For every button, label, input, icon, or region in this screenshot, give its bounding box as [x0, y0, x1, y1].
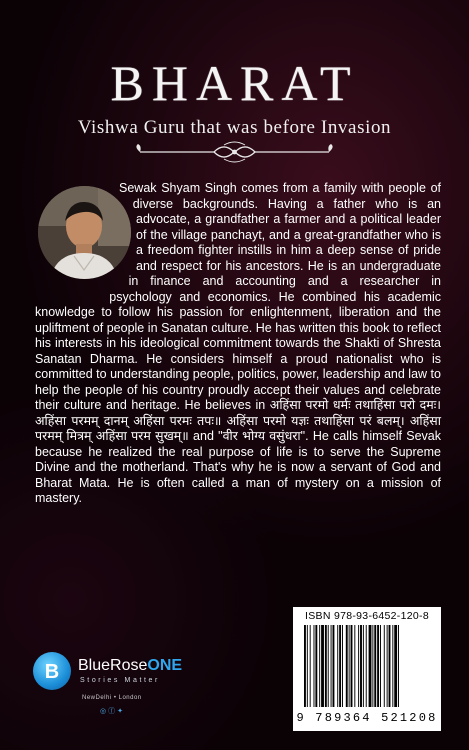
- svg-text:B: B: [44, 661, 60, 683]
- bluerose-logo-icon: [33, 652, 71, 690]
- publisher-name: [78, 657, 182, 675]
- publisher-name-accent: ONE: [147, 657, 183, 674]
- social-icons: [100, 706, 125, 716]
- photo-spacer: [35, 181, 136, 299]
- facebook-icon: ⓕ: [108, 708, 118, 715]
- book-title: BHARAT: [110, 55, 359, 111]
- ornament-divider-icon: [132, 140, 337, 164]
- barcode-icon: [303, 625, 437, 707]
- isbn-digits: 9 789364 521208: [296, 711, 438, 725]
- twitter-icon: ✦: [117, 708, 125, 715]
- isbn-label: ISBN 978-93-6452-120-8: [305, 610, 429, 622]
- publisher-cities: NewDelhi • London: [82, 695, 142, 701]
- isbn-barcode-box: [293, 607, 441, 731]
- publisher-tagline: Stories Matter: [80, 677, 160, 684]
- publisher-name-main: BlueRose: [78, 657, 148, 674]
- author-bio-text: Sewak Shyam Singh comes from a family with people of diverse backgrounds. Having a father who is an advocate, a grandfather a farmer and a political leader of the village panchayt, and a great-grandfather who is a freedom fighter instills in him a deep sense of pride and respect for his ancestors. He is an undergraduate in finance and accounting and a researcher in psychology and economics. He combined his academic knowledge to follow his passion for enlightenment, liberation and the upliftment of people in Sanatan culture. He has written this book to reflect his interests in his ideological commitment towards the Shakti of Shresta Sanatan Dharma. He considers himself a proud nationalist who is committed to understanding people, politics, power, leadership and law to help the people of his country proudly accept their values and celebrate their culture and heritage. He believes in अहिंसा परमो धर्मः तथाहिंसा परो दमः। अहिंसा परमम् दानम् अहिंसा परमः तपः॥ अहिंसा परमो यज्ञः तथाहिंसा परं बलम्। अहिंसा परमम् मित्रम् अहिंसा परम सुखम्॥ and "वीर भोग्य वसुंधरा". He calls himself Sevak because he realized the real purpose of life is to serve the Supreme Divine and the motherland. That's why he is now a servant of God and Bharat Mata. He is often called a man of mystery on a mission of mastery.: [35, 181, 441, 505]
- instagram-icon: ◎: [100, 708, 109, 715]
- author-bio: [35, 181, 441, 507]
- book-subtitle: Vishwa Guru that was before Invasion: [77, 117, 392, 138]
